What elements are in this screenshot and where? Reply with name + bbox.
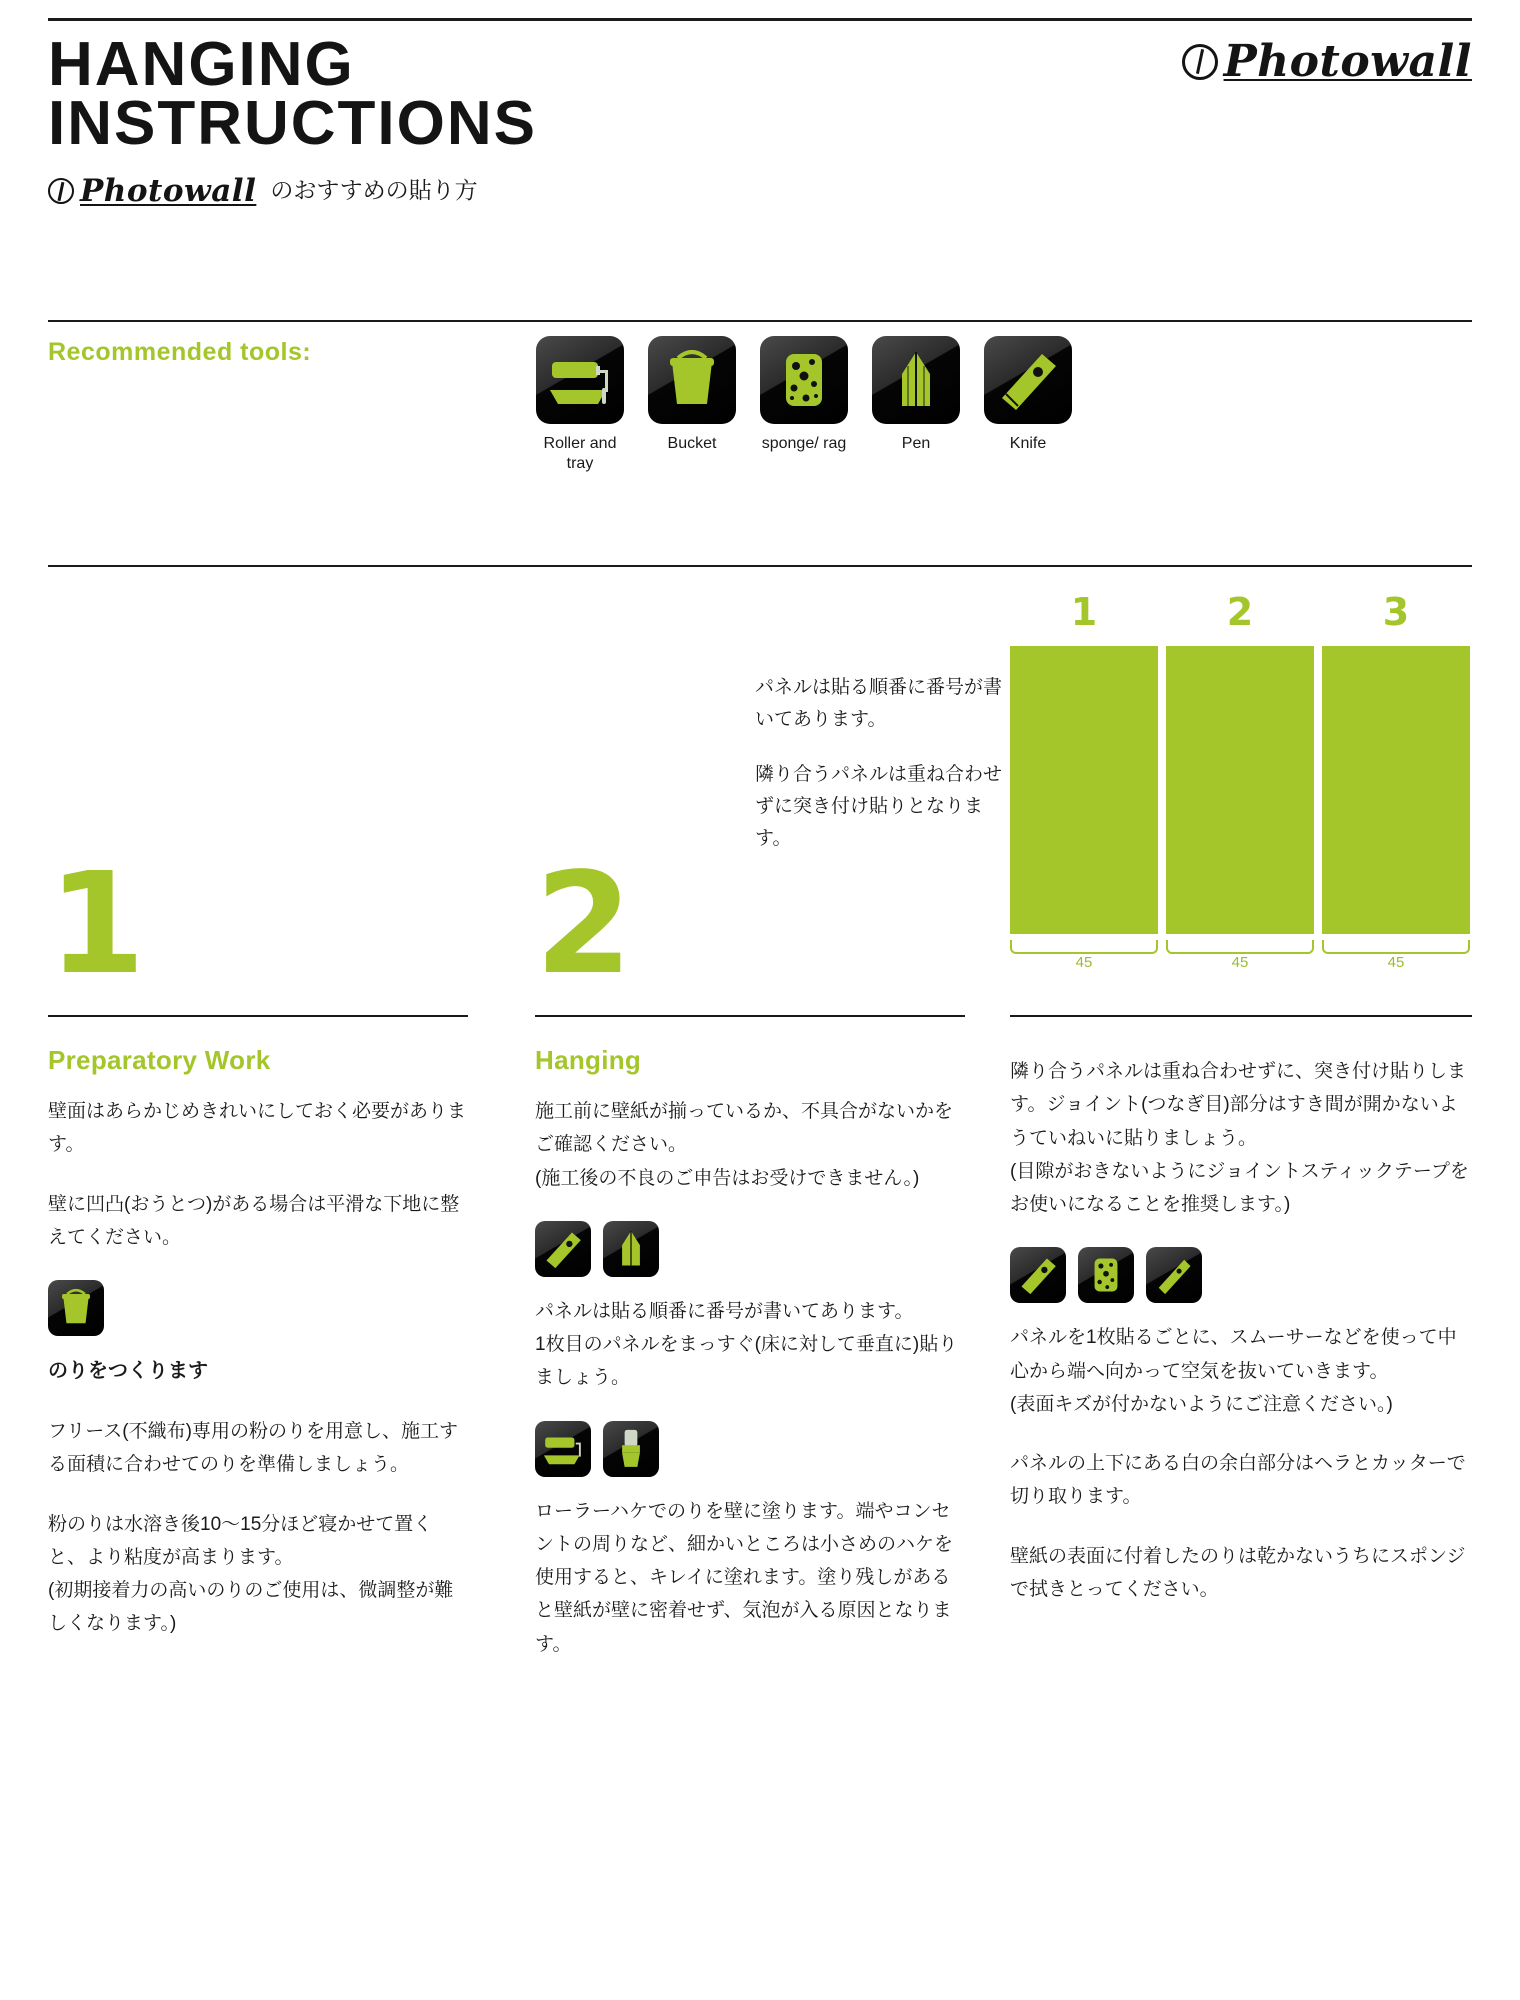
col1-paragraph-1: 壁面はあらかじめきれいにしておく必要があります。 <box>48 1101 467 1156</box>
column-2-body <box>535 1095 965 1687</box>
brush-glyph <box>603 1421 659 1477</box>
col1-paragraph-4: フリース(不織布)専用の粉のりを用意し、施工する面積に合わせてのりを準備しましょう。 <box>48 1421 458 1476</box>
knife-icon <box>1146 1247 1202 1303</box>
knife-glyph <box>535 1221 591 1277</box>
panel-number: 3 <box>1382 590 1410 634</box>
col1-paragraph-5: 粉のりは水溶き後10〜15分ほど寝かせて置くと、より粘度が高まります。 <box>48 1513 433 1568</box>
roller-and-tray-glyph <box>536 336 624 424</box>
photowall-logo-inline <box>48 173 256 209</box>
knife-icon <box>1010 1247 1066 1303</box>
dimension-label: 45 <box>1075 954 1093 971</box>
tool-pen <box>872 336 960 474</box>
panel-row <box>1010 646 1470 934</box>
column-3-divider <box>1010 1015 1472 1017</box>
knife-icon <box>535 1221 591 1277</box>
brush-icon <box>603 1421 659 1477</box>
panel-dimension <box>1166 938 1314 972</box>
photowall-mark-icon <box>1182 44 1218 80</box>
panel-2 <box>1166 646 1314 934</box>
roller-and-tray-icon <box>536 336 624 424</box>
sponge-rag-icon <box>1078 1247 1134 1303</box>
panels-note-1: パネルは貼る順番に番号が書いてあります。 <box>755 677 1003 731</box>
dimension-label: 45 <box>1231 954 1249 971</box>
col3-icon-row <box>1010 1247 1475 1303</box>
col3-paragraph-6: 壁紙の表面に付着したのりは乾かないうちにスポンジで拭きとってください。 <box>1010 1545 1466 1600</box>
col2-icon-row-a <box>535 1221 965 1277</box>
subtitle-japanese: のおすすめの貼り方 <box>270 176 478 203</box>
photowall-wordmark: Photowall <box>80 172 257 209</box>
sponge-rag-glyph <box>1078 1247 1134 1303</box>
photowall-mark-icon <box>48 178 74 204</box>
tool-caption: sponge/ rag <box>761 435 847 452</box>
bucket-glyph <box>48 1280 104 1336</box>
title-line-2: INSTRUCTIONS <box>48 88 537 158</box>
tool-bucket <box>648 336 736 474</box>
photowall-wordmark: Photowall <box>1223 36 1472 87</box>
panels-note-2: 隣り合うパネルは重ね合わせずに突き付け貼りとなります。 <box>755 763 1003 850</box>
col2-paragraph-3: パネルは貼る順番に番号が書いてあります。 <box>535 1300 914 1322</box>
photowall-logo-header <box>1182 36 1472 87</box>
panel-3 <box>1322 646 1470 934</box>
roller-and-tray-icon <box>535 1421 591 1477</box>
panel-1 <box>1010 646 1158 934</box>
tools-divider-top <box>48 320 1472 322</box>
roller-and-tray-glyph <box>535 1421 591 1477</box>
tool-caption: Knife <box>1009 435 1047 452</box>
recommended-tools-label: Recommended tools: <box>48 338 312 366</box>
col3-paragraph-4: (表面キズが付かないようにご注意ください。) <box>1010 1393 1393 1415</box>
pen-icon <box>603 1221 659 1277</box>
pen-icon <box>872 336 960 424</box>
dimension-brace-icon <box>1166 940 1314 954</box>
column-3-body <box>1010 1055 1475 1632</box>
bucket-icon <box>648 336 736 424</box>
step-number-1: 1 <box>48 843 146 1006</box>
col3-paragraph-2: (目隙がおきないようにジョイントスティックテープをお使いになることを推奨します。) <box>1010 1160 1469 1215</box>
col2-icon-row-b <box>535 1421 965 1477</box>
col1-paragraph-6: (初期接着力の高いのりのご使用は、微調整が難しくなります。) <box>48 1580 454 1635</box>
col3-paragraph-1: 隣り合うパネルは重ね合わせずに、突き付け貼りします。ジョイント(つなぎ目)部分はすき間が開かないようていねいに貼りましょう。 <box>1010 1061 1467 1149</box>
photowall-logo <box>1182 36 1472 87</box>
col2-paragraph-1: 施工前に壁紙が揃っているか、不具合がないかをご確認ください。 <box>535 1101 954 1156</box>
dimension-label: 45 <box>1387 954 1405 971</box>
column-1-heading: Preparatory Work <box>48 1045 271 1075</box>
top-divider <box>48 18 1472 21</box>
col1-paragraph-2: 壁に凹凸(おうとつ)がある場合は平滑な下地に整えてください。 <box>48 1193 460 1248</box>
knife-icon <box>984 336 1072 424</box>
panel-dimensions <box>1010 938 1470 972</box>
panels-diagram <box>1010 590 1470 972</box>
tool-caption: Roller and tray <box>543 435 617 472</box>
panels-note <box>755 672 1005 877</box>
step-number-2: 2 <box>535 843 633 1006</box>
sponge-rag-icon <box>760 336 848 424</box>
col3-paragraph-3: パネルを1枚貼るごとに、スムーサーなどを使って中心から端へ向かって空気を抜いていきます。 <box>1010 1327 1457 1382</box>
subtitle-row <box>48 172 1472 209</box>
panel-dimension <box>1322 938 1470 972</box>
panel-numbers <box>1010 590 1470 634</box>
knife-glyph <box>1010 1247 1066 1303</box>
bucket-glyph <box>648 336 736 424</box>
col2-paragraph-2: (施工後の不良のご申告はお受けできません。) <box>535 1167 920 1189</box>
column-1-divider <box>48 1015 468 1017</box>
panel-number: 2 <box>1226 590 1254 634</box>
recommended-tools-row <box>536 336 1072 474</box>
dimension-brace-icon <box>1322 940 1470 954</box>
column-1-body <box>48 1095 468 1667</box>
tool-caption: Pen <box>901 435 931 452</box>
col3-paragraph-5: パネルの上下にある白の余白部分はヘラとカッターで切り取ります。 <box>1010 1453 1466 1508</box>
column-2-divider <box>535 1015 965 1017</box>
bucket-icon <box>48 1280 104 1336</box>
panel-dimension <box>1010 938 1158 972</box>
col1-icon-row <box>48 1280 468 1336</box>
pen-glyph <box>872 336 960 424</box>
col2-paragraph-5: ローラーハケでのりを壁に塗ります。端やコンセントの周りなど、細かいところは小さめのハケを使用すると、キレイに塗れます。塗り残しがあると壁紙が壁に密着せず、気泡が入る原因となります。 <box>535 1500 954 1655</box>
col2-paragraph-4: 1枚目のパネルをまっすぐ(床に対して垂直に)貼りましょう。 <box>535 1334 958 1389</box>
dimension-brace-icon <box>1010 940 1158 954</box>
tool-caption: Bucket <box>667 435 717 452</box>
tool-sponge-rag <box>760 336 848 474</box>
col1-subheading: のりをつくります <box>48 1360 208 1382</box>
sponge-rag-glyph <box>760 336 848 424</box>
title-line-1: HANGING <box>48 30 355 99</box>
tool-knife <box>984 336 1072 474</box>
pen-glyph <box>603 1221 659 1277</box>
tools-divider-bottom <box>48 565 1472 567</box>
panel-number: 1 <box>1070 590 1098 634</box>
tool-roller-and-tray <box>536 336 624 474</box>
knife-glyph <box>1146 1247 1202 1303</box>
column-2-heading: Hanging <box>535 1045 642 1075</box>
knife-glyph <box>984 336 1072 424</box>
